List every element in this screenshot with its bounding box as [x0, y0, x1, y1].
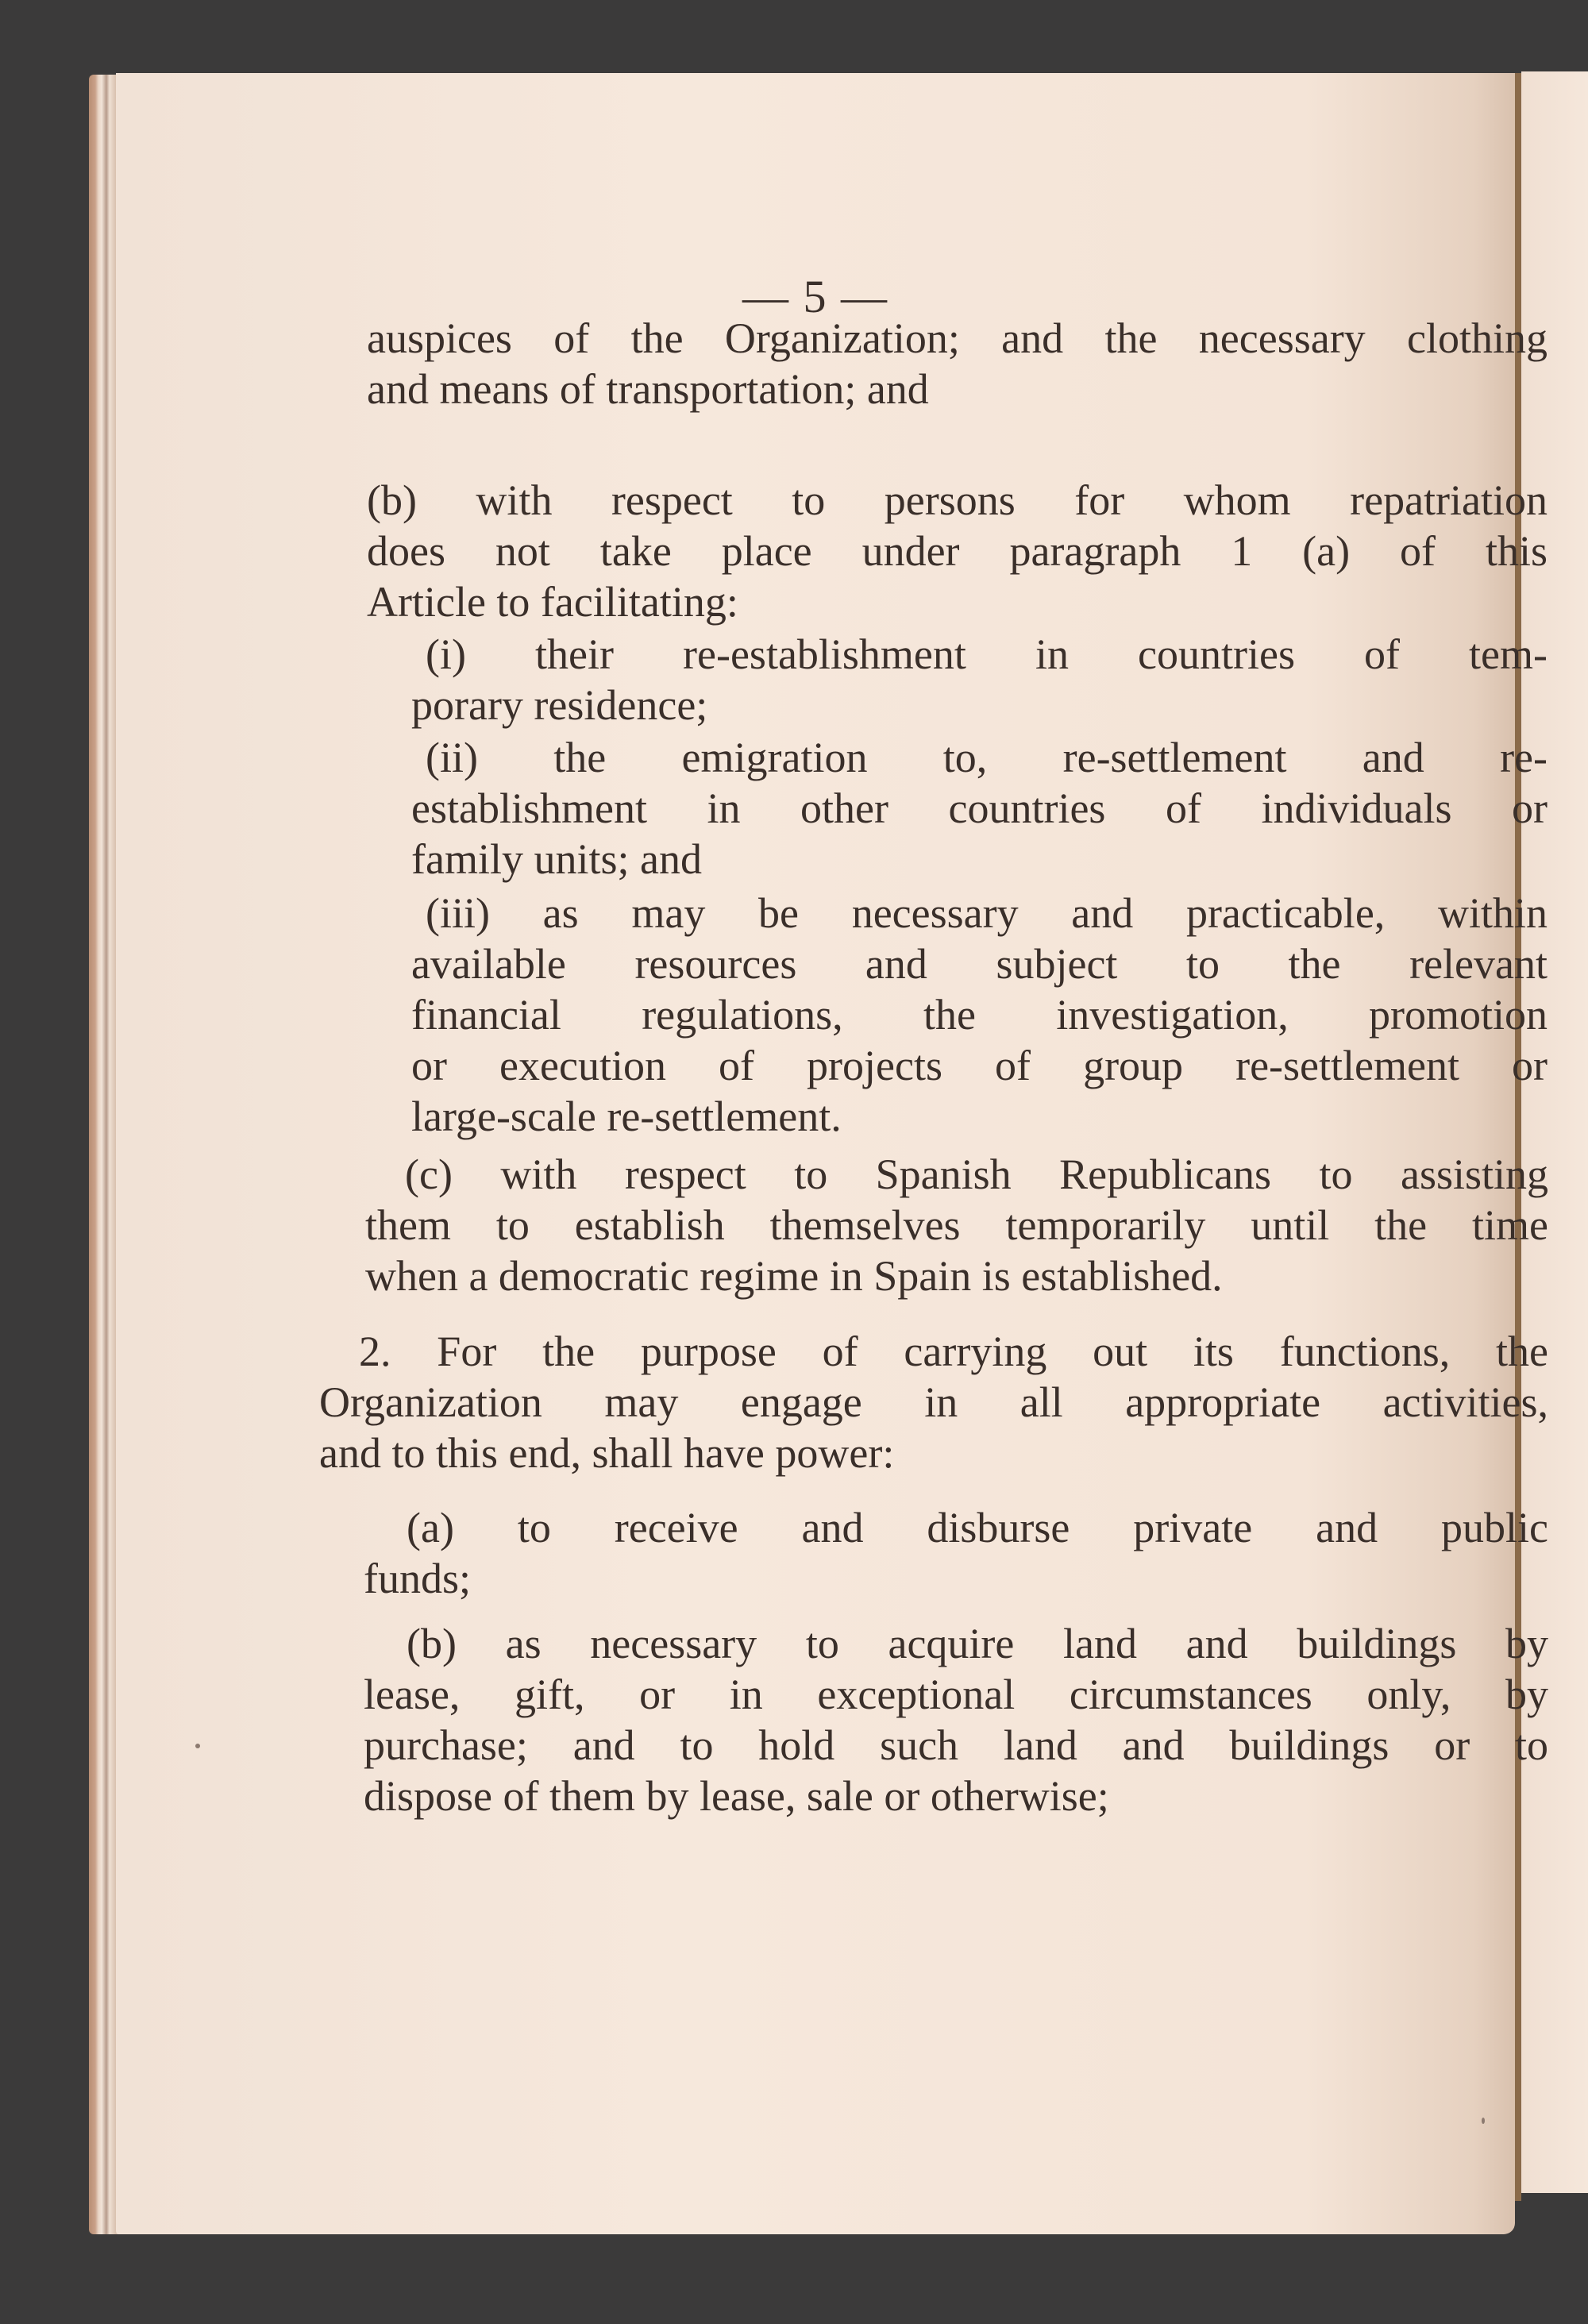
text-line: dispose of them by lease, sale or otherwise; [364, 1772, 1109, 1820]
text-line: when a democratic regime in Spain is established. [365, 1252, 1223, 1300]
book-page [116, 73, 1548, 2234]
text-line: (iii) as may be necessary and practicable, within [426, 889, 1548, 937]
text-line: funds; [364, 1555, 471, 1602]
paper-speck [195, 1744, 200, 1748]
text-line: porary residence; [411, 681, 708, 729]
text-line: auspices of the Organization; and the necessary clothing [367, 314, 1548, 362]
text-line: Article to facilitating: [367, 578, 738, 626]
text-line: (a) to receive and disburse private and public [407, 1504, 1548, 1551]
text-line: and means of transportation; and [367, 365, 929, 413]
text-line: available resources and subject to the relevant [411, 940, 1548, 988]
text-line: 2. For the purpose of carrying out its functions, the [359, 1328, 1548, 1375]
text-line: financial regulations, the investigation, promotion [411, 991, 1548, 1039]
text-line: (c) with respect to Spanish Republicans to assisting [405, 1150, 1548, 1198]
text-line: them to establish themselves temporarily until the time [365, 1201, 1548, 1249]
item-i [411, 629, 1548, 730]
text-line: purchase; and to hold such land and buildings or to [364, 1721, 1548, 1769]
item-ii [411, 732, 1548, 885]
paragraph-2 [319, 1326, 1548, 1478]
continuation-paragraph [367, 313, 1548, 414]
page-number: — 5 — [742, 271, 888, 322]
paragraph-2b [364, 1618, 1548, 1821]
text-line: (ii) the emigration to, re-settlement and re- [426, 734, 1548, 781]
text-line: (b) as necessary to acquire land and buildings by [407, 1620, 1548, 1667]
paragraph-2a [364, 1502, 1548, 1604]
paragraph-1c [365, 1149, 1548, 1301]
item-iii [411, 888, 1548, 1142]
text-line: (b) with respect to persons for whom repatriation [367, 476, 1548, 524]
text-line: Organization may engage in all appropriate activities, [319, 1378, 1548, 1426]
paper-speck [1482, 2118, 1485, 2124]
paragraph-1b [367, 475, 1548, 627]
text-line: large-scale re-settlement. [411, 1093, 842, 1140]
text-line: and to this end, shall have power: [319, 1429, 895, 1477]
text-line: lease, gift, or in exceptional circumstances only, by [364, 1671, 1548, 1718]
text-line: family units; and [411, 835, 702, 883]
text-line: establishment in other countries of individuals or [411, 784, 1548, 832]
text-line: or execution of projects of group re-settlement or [411, 1042, 1548, 1089]
text-line: (i) their re-establishment in countries of tem- [426, 630, 1548, 678]
text-line: does not take place under paragraph 1 (a) of this [367, 527, 1548, 575]
